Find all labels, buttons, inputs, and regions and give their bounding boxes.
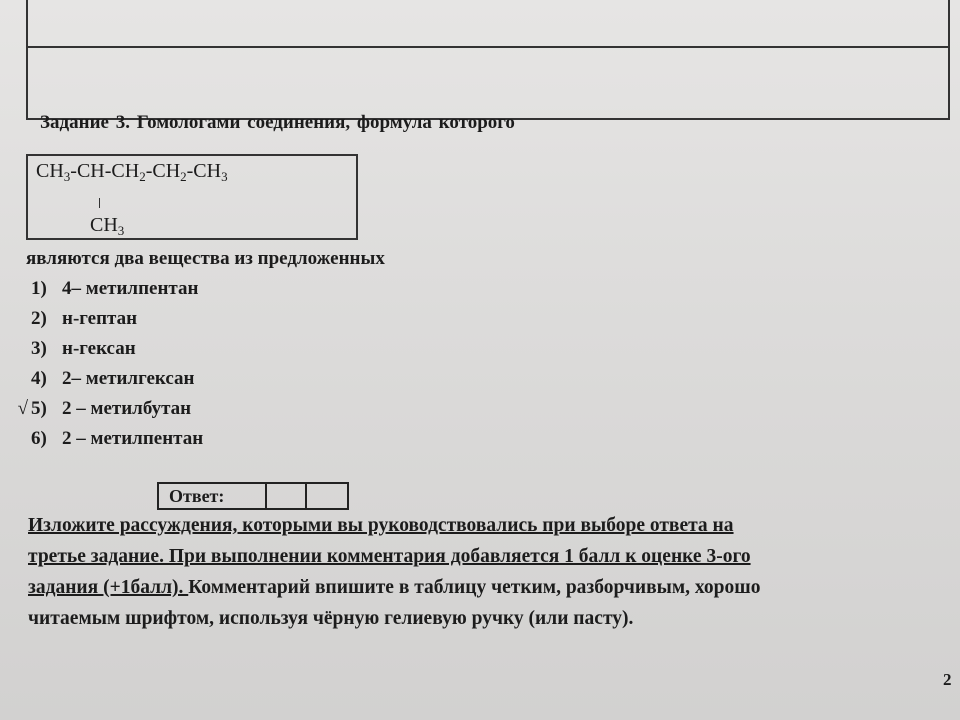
option-text: 2 – метилпентан: [62, 428, 204, 449]
option-number: 5): [31, 398, 47, 419]
task-title: Задание 3. Гомологами соединения, формула которого: [40, 112, 515, 133]
answer-box: [157, 482, 349, 510]
option-text: н-гексан: [62, 338, 136, 359]
option-text: 4– метилпентан: [62, 278, 199, 299]
option-number: 1): [31, 278, 47, 299]
option-number: 6): [31, 428, 47, 449]
answer-cell-2[interactable]: [307, 484, 347, 508]
answer-cell-1[interactable]: [267, 484, 307, 508]
structural-formula-box: [26, 154, 358, 240]
option-number: 4): [31, 368, 47, 389]
instructions-line-1: Изложите рассуждения, которыми вы руководствовались при выборе ответа на: [28, 515, 734, 536]
option-number: 2): [31, 308, 47, 329]
option-number: 3): [31, 338, 47, 359]
option-text: 2 – метилбутан: [62, 398, 192, 419]
check-mark: √: [17, 398, 28, 419]
table-row-divider: [28, 46, 948, 48]
branch-bond: [99, 198, 100, 208]
instructions-line-4: читаемым шрифтом, используя чёрную гелиевую ручку (или пасту).: [28, 608, 634, 629]
instructions-line-3-underlined: задания (+1балл).: [28, 577, 189, 598]
instructions-line-3: [28, 572, 938, 603]
page-number: 2: [943, 670, 952, 689]
answer-label: Ответ:: [159, 484, 267, 508]
formula-branch-methyl: $CH_3$: [90, 214, 125, 238]
instructions-line-2: третье задание. При выполнении комментария добавляется 1 балл к оценке 3-ого: [28, 546, 751, 567]
option-text: н-гептан: [62, 308, 138, 329]
instructions-line-3-rest: Комментарий впишите в таблицу четким, разборчивым, хорошо: [188, 577, 761, 598]
formula-main-chain: $CH_3-CH-CH_2-CH_2-CH_3$: [36, 160, 228, 184]
question-continuation: являются два вещества из предложенных: [26, 248, 385, 269]
instructions-paragraph: [28, 510, 938, 634]
answer-table-top: [26, 0, 950, 120]
option-text: 2– метилгексан: [62, 368, 195, 389]
